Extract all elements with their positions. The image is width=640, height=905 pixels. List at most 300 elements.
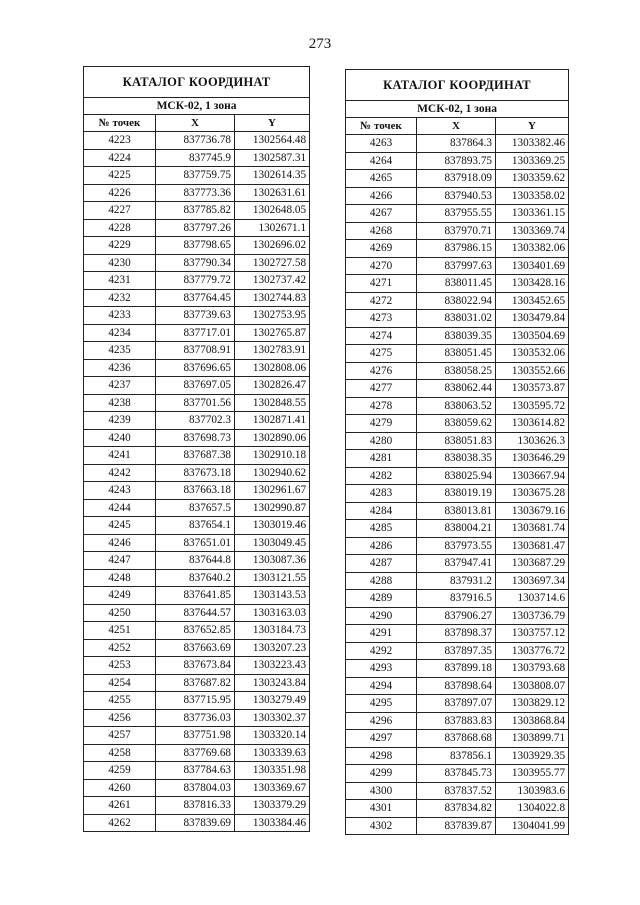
table-row bbox=[84, 587, 310, 605]
x-coordinate-cell: 837986.15 bbox=[417, 240, 496, 258]
x-coordinate-cell: 838011.45 bbox=[417, 275, 496, 293]
point-number-cell: 4275 bbox=[346, 345, 417, 363]
point-number-cell: 4273 bbox=[346, 310, 417, 328]
table-row bbox=[346, 415, 569, 433]
x-coordinate-cell: 837701.56 bbox=[156, 394, 235, 412]
table-row bbox=[84, 552, 310, 570]
catalog-body-left bbox=[84, 132, 310, 832]
x-coordinate-cell: 837769.68 bbox=[156, 744, 235, 762]
point-number-cell: 4249 bbox=[84, 587, 156, 605]
y-coordinate-cell: 1303087.36 bbox=[235, 552, 310, 570]
y-coordinate-cell: 1303808.07 bbox=[496, 677, 569, 695]
x-coordinate-cell: 838051.83 bbox=[417, 432, 496, 450]
point-number-cell: 4296 bbox=[346, 712, 417, 730]
x-coordinate-cell: 838063.52 bbox=[417, 397, 496, 415]
point-number-cell: 4253 bbox=[84, 657, 156, 675]
y-coordinate-cell: 1303382.06 bbox=[496, 240, 569, 258]
y-coordinate-cell: 1304041.99 bbox=[496, 817, 569, 835]
y-coordinate-cell: 1302871.41 bbox=[235, 412, 310, 430]
point-number-cell: 4224 bbox=[84, 149, 156, 167]
table-row bbox=[346, 362, 569, 380]
point-number-cell: 4241 bbox=[84, 447, 156, 465]
y-coordinate-cell: 1302696.02 bbox=[235, 237, 310, 255]
table-row bbox=[84, 289, 310, 307]
table-row bbox=[346, 380, 569, 398]
y-coordinate-cell: 1303757.12 bbox=[496, 625, 569, 643]
point-number-cell: 4300 bbox=[346, 782, 417, 800]
table-row bbox=[346, 817, 569, 835]
y-coordinate-cell: 1303369.74 bbox=[496, 222, 569, 240]
x-coordinate-cell: 837997.63 bbox=[417, 257, 496, 275]
table-row bbox=[84, 674, 310, 692]
y-coordinate-cell: 1303428.16 bbox=[496, 275, 569, 293]
x-coordinate-cell: 837759.75 bbox=[156, 167, 235, 185]
table-row bbox=[346, 502, 569, 520]
y-coordinate-cell: 1303899.71 bbox=[496, 730, 569, 748]
y-coordinate-cell: 1302671.1 bbox=[235, 219, 310, 237]
x-coordinate-cell: 837663.18 bbox=[156, 482, 235, 500]
x-coordinate-cell: 837798.65 bbox=[156, 237, 235, 255]
y-coordinate-cell: 1303675.28 bbox=[496, 485, 569, 503]
y-coordinate-cell: 1303646.29 bbox=[496, 450, 569, 468]
point-number-cell: 4281 bbox=[346, 450, 417, 468]
point-number-cell: 4257 bbox=[84, 727, 156, 745]
point-number-cell: 4282 bbox=[346, 467, 417, 485]
y-coordinate-cell: 1302910.18 bbox=[235, 447, 310, 465]
point-number-cell: 4227 bbox=[84, 202, 156, 220]
table-row bbox=[346, 730, 569, 748]
y-coordinate-cell: 1303776.72 bbox=[496, 642, 569, 660]
table-row bbox=[84, 412, 310, 430]
table-row bbox=[84, 272, 310, 290]
point-number-cell: 4294 bbox=[346, 677, 417, 695]
table-row bbox=[84, 219, 310, 237]
y-coordinate-cell: 1303929.35 bbox=[496, 747, 569, 765]
y-coordinate-cell: 1303121.55 bbox=[235, 569, 310, 587]
table-row bbox=[346, 625, 569, 643]
y-coordinate-cell: 1303697.34 bbox=[496, 572, 569, 590]
y-coordinate-cell: 1303679.16 bbox=[496, 502, 569, 520]
catalog-zone: МСК-02, 1 зона bbox=[346, 101, 569, 118]
x-coordinate-cell: 837715.95 bbox=[156, 692, 235, 710]
table-row bbox=[346, 677, 569, 695]
table-row bbox=[84, 517, 310, 535]
point-number-cell: 4279 bbox=[346, 415, 417, 433]
point-number-cell: 4226 bbox=[84, 184, 156, 202]
point-number-cell: 4298 bbox=[346, 747, 417, 765]
table-row bbox=[84, 202, 310, 220]
y-coordinate-cell: 1303573.87 bbox=[496, 380, 569, 398]
x-coordinate-cell: 837736.78 bbox=[156, 132, 235, 150]
x-coordinate-cell: 838059.62 bbox=[417, 415, 496, 433]
table-row bbox=[346, 152, 569, 170]
point-number-cell: 4234 bbox=[84, 324, 156, 342]
x-coordinate-cell: 837739.63 bbox=[156, 307, 235, 325]
point-number-cell: 4276 bbox=[346, 362, 417, 380]
y-coordinate-cell: 1302783.91 bbox=[235, 342, 310, 360]
table-row bbox=[346, 187, 569, 205]
table-row bbox=[84, 307, 310, 325]
y-coordinate-cell: 1303243.84 bbox=[235, 674, 310, 692]
table-row bbox=[346, 257, 569, 275]
y-coordinate-cell: 1303163.03 bbox=[235, 604, 310, 622]
x-coordinate-cell: 837839.87 bbox=[417, 817, 496, 835]
x-coordinate-cell: 837973.55 bbox=[417, 537, 496, 555]
x-coordinate-cell: 837918.09 bbox=[417, 170, 496, 188]
y-coordinate-cell: 1303351.98 bbox=[235, 762, 310, 780]
table-row bbox=[346, 520, 569, 538]
x-coordinate-cell: 837804.03 bbox=[156, 779, 235, 797]
y-coordinate-cell: 1303955.77 bbox=[496, 765, 569, 783]
y-coordinate-cell: 1303504.69 bbox=[496, 327, 569, 345]
point-number-cell: 4292 bbox=[346, 642, 417, 660]
x-coordinate-cell: 837708.91 bbox=[156, 342, 235, 360]
table-row bbox=[346, 555, 569, 573]
x-coordinate-cell: 837883.83 bbox=[417, 712, 496, 730]
x-coordinate-cell: 837864.3 bbox=[417, 135, 496, 153]
y-coordinate-cell: 1302765.87 bbox=[235, 324, 310, 342]
y-coordinate-cell: 1303302.37 bbox=[235, 709, 310, 727]
table-row bbox=[346, 660, 569, 678]
catalog-title: КАТАЛОГ КООРДИНАТ bbox=[84, 67, 310, 98]
y-coordinate-cell: 1303369.25 bbox=[496, 152, 569, 170]
y-coordinate-cell: 1303868.84 bbox=[496, 712, 569, 730]
x-coordinate-cell: 837868.68 bbox=[417, 730, 496, 748]
table-row bbox=[346, 590, 569, 608]
y-coordinate-cell: 1303479.84 bbox=[496, 310, 569, 328]
y-coordinate-cell: 1302808.06 bbox=[235, 359, 310, 377]
y-coordinate-cell: 1302848.55 bbox=[235, 394, 310, 412]
point-number-cell: 4229 bbox=[84, 237, 156, 255]
coordinate-catalog-right bbox=[345, 69, 569, 835]
column-header-y: Y bbox=[235, 115, 310, 132]
column-header-point: № точек bbox=[84, 115, 156, 132]
table-row bbox=[84, 744, 310, 762]
y-coordinate-cell: 1303384.46 bbox=[235, 814, 310, 832]
table-row bbox=[84, 762, 310, 780]
table-row bbox=[84, 149, 310, 167]
x-coordinate-cell: 837657.5 bbox=[156, 499, 235, 517]
point-number-cell: 4289 bbox=[346, 590, 417, 608]
table-row bbox=[84, 534, 310, 552]
y-coordinate-cell: 1304022.8 bbox=[496, 800, 569, 818]
y-coordinate-cell: 1302587.31 bbox=[235, 149, 310, 167]
point-number-cell: 4228 bbox=[84, 219, 156, 237]
point-number-cell: 4295 bbox=[346, 695, 417, 713]
point-number-cell: 4260 bbox=[84, 779, 156, 797]
point-number-cell: 4252 bbox=[84, 639, 156, 657]
point-number-cell: 4293 bbox=[346, 660, 417, 678]
point-number-cell: 4270 bbox=[346, 257, 417, 275]
point-number-cell: 4223 bbox=[84, 132, 156, 150]
table-row bbox=[346, 275, 569, 293]
point-number-cell: 4251 bbox=[84, 622, 156, 640]
point-number-cell: 4301 bbox=[346, 800, 417, 818]
table-row bbox=[84, 132, 310, 150]
x-coordinate-cell: 838051.45 bbox=[417, 345, 496, 363]
y-coordinate-cell: 1303552.66 bbox=[496, 362, 569, 380]
x-coordinate-cell: 837736.03 bbox=[156, 709, 235, 727]
table-row bbox=[84, 657, 310, 675]
x-coordinate-cell: 837764.45 bbox=[156, 289, 235, 307]
point-number-cell: 4262 bbox=[84, 814, 156, 832]
y-coordinate-cell: 1303626.3 bbox=[496, 432, 569, 450]
y-coordinate-cell: 1303382.46 bbox=[496, 135, 569, 153]
point-number-cell: 4283 bbox=[346, 485, 417, 503]
x-coordinate-cell: 837641.85 bbox=[156, 587, 235, 605]
point-number-cell: 4286 bbox=[346, 537, 417, 555]
x-coordinate-cell: 837897.35 bbox=[417, 642, 496, 660]
x-coordinate-cell: 837784.63 bbox=[156, 762, 235, 780]
x-coordinate-cell: 837654.1 bbox=[156, 517, 235, 535]
point-number-cell: 4280 bbox=[346, 432, 417, 450]
point-number-cell: 4239 bbox=[84, 412, 156, 430]
y-coordinate-cell: 1303532.06 bbox=[496, 345, 569, 363]
x-coordinate-cell: 837797.26 bbox=[156, 219, 235, 237]
table-row bbox=[84, 324, 310, 342]
y-coordinate-cell: 1302564.48 bbox=[235, 132, 310, 150]
point-number-cell: 4263 bbox=[346, 135, 417, 153]
point-number-cell: 4235 bbox=[84, 342, 156, 360]
y-coordinate-cell: 1302940.62 bbox=[235, 464, 310, 482]
table-row bbox=[84, 779, 310, 797]
table-row bbox=[346, 747, 569, 765]
catalog-title: КАТАЛОГ КООРДИНАТ bbox=[346, 70, 569, 101]
x-coordinate-cell: 837663.69 bbox=[156, 639, 235, 657]
x-coordinate-cell: 837779.72 bbox=[156, 272, 235, 290]
table-row bbox=[84, 692, 310, 710]
table-row bbox=[84, 184, 310, 202]
x-coordinate-cell: 837751.98 bbox=[156, 727, 235, 745]
x-coordinate-cell: 837839.69 bbox=[156, 814, 235, 832]
table-row bbox=[84, 727, 310, 745]
table-row bbox=[346, 485, 569, 503]
x-coordinate-cell: 837651.01 bbox=[156, 534, 235, 552]
y-coordinate-cell: 1302614.35 bbox=[235, 167, 310, 185]
x-coordinate-cell: 837906.27 bbox=[417, 607, 496, 625]
point-number-cell: 4297 bbox=[346, 730, 417, 748]
table-row bbox=[346, 537, 569, 555]
table-row bbox=[346, 432, 569, 450]
point-number-cell: 4266 bbox=[346, 187, 417, 205]
x-coordinate-cell: 837687.38 bbox=[156, 447, 235, 465]
table-row bbox=[346, 467, 569, 485]
table-row bbox=[84, 429, 310, 447]
table-row bbox=[84, 464, 310, 482]
x-coordinate-cell: 837697.05 bbox=[156, 377, 235, 395]
table-row bbox=[346, 642, 569, 660]
point-number-cell: 4265 bbox=[346, 170, 417, 188]
point-number-cell: 4245 bbox=[84, 517, 156, 535]
page-number: 273 bbox=[308, 36, 332, 52]
point-number-cell: 4267 bbox=[346, 205, 417, 223]
table-row bbox=[84, 167, 310, 185]
x-coordinate-cell: 837845.73 bbox=[417, 765, 496, 783]
x-coordinate-cell: 837640.2 bbox=[156, 569, 235, 587]
x-coordinate-cell: 837652.85 bbox=[156, 622, 235, 640]
point-number-cell: 4271 bbox=[346, 275, 417, 293]
y-coordinate-cell: 1303223.43 bbox=[235, 657, 310, 675]
table-row bbox=[84, 447, 310, 465]
x-coordinate-cell: 838025.94 bbox=[417, 467, 496, 485]
table-row bbox=[84, 359, 310, 377]
y-coordinate-cell: 1303681.47 bbox=[496, 537, 569, 555]
table-row bbox=[84, 622, 310, 640]
point-number-cell: 4285 bbox=[346, 520, 417, 538]
table-row bbox=[346, 310, 569, 328]
point-number-cell: 4248 bbox=[84, 569, 156, 587]
y-coordinate-cell: 1303339.63 bbox=[235, 744, 310, 762]
table-row bbox=[346, 397, 569, 415]
table-row bbox=[346, 765, 569, 783]
y-coordinate-cell: 1303320.14 bbox=[235, 727, 310, 745]
x-coordinate-cell: 837673.18 bbox=[156, 464, 235, 482]
table-row bbox=[346, 800, 569, 818]
y-coordinate-cell: 1303207.23 bbox=[235, 639, 310, 657]
point-number-cell: 4238 bbox=[84, 394, 156, 412]
table-row bbox=[84, 342, 310, 360]
point-number-cell: 4259 bbox=[84, 762, 156, 780]
point-number-cell: 4264 bbox=[346, 152, 417, 170]
x-coordinate-cell: 838039.35 bbox=[417, 327, 496, 345]
coordinate-catalog-left bbox=[83, 66, 310, 832]
y-coordinate-cell: 1303184.73 bbox=[235, 622, 310, 640]
x-coordinate-cell: 837687.82 bbox=[156, 674, 235, 692]
point-number-cell: 4233 bbox=[84, 307, 156, 325]
x-coordinate-cell: 837893.75 bbox=[417, 152, 496, 170]
table-row bbox=[346, 327, 569, 345]
x-coordinate-cell: 837702.3 bbox=[156, 412, 235, 430]
y-coordinate-cell: 1302890.06 bbox=[235, 429, 310, 447]
point-number-cell: 4288 bbox=[346, 572, 417, 590]
x-coordinate-cell: 837644.57 bbox=[156, 604, 235, 622]
point-number-cell: 4277 bbox=[346, 380, 417, 398]
y-coordinate-cell: 1303358.02 bbox=[496, 187, 569, 205]
table-row bbox=[84, 237, 310, 255]
y-coordinate-cell: 1303359.62 bbox=[496, 170, 569, 188]
x-coordinate-cell: 838022.94 bbox=[417, 292, 496, 310]
table-row bbox=[346, 782, 569, 800]
x-coordinate-cell: 837897.07 bbox=[417, 695, 496, 713]
y-coordinate-cell: 1302631.61 bbox=[235, 184, 310, 202]
point-number-cell: 4236 bbox=[84, 359, 156, 377]
table-row bbox=[84, 482, 310, 500]
y-coordinate-cell: 1302990.87 bbox=[235, 499, 310, 517]
x-coordinate-cell: 837698.73 bbox=[156, 429, 235, 447]
y-coordinate-cell: 1303736.79 bbox=[496, 607, 569, 625]
point-number-cell: 4261 bbox=[84, 797, 156, 815]
point-number-cell: 4278 bbox=[346, 397, 417, 415]
table-row bbox=[346, 240, 569, 258]
x-coordinate-cell: 837837.52 bbox=[417, 782, 496, 800]
y-coordinate-cell: 1303369.67 bbox=[235, 779, 310, 797]
point-number-cell: 4287 bbox=[346, 555, 417, 573]
x-coordinate-cell: 837898.37 bbox=[417, 625, 496, 643]
y-coordinate-cell: 1302753.95 bbox=[235, 307, 310, 325]
y-coordinate-cell: 1303452.65 bbox=[496, 292, 569, 310]
point-number-cell: 4284 bbox=[346, 502, 417, 520]
x-coordinate-cell: 837773.36 bbox=[156, 184, 235, 202]
point-number-cell: 4258 bbox=[84, 744, 156, 762]
x-coordinate-cell: 837834.82 bbox=[417, 800, 496, 818]
y-coordinate-cell: 1303361.15 bbox=[496, 205, 569, 223]
point-number-cell: 4237 bbox=[84, 377, 156, 395]
y-coordinate-cell: 1303143.53 bbox=[235, 587, 310, 605]
y-coordinate-cell: 1303279.49 bbox=[235, 692, 310, 710]
point-number-cell: 4268 bbox=[346, 222, 417, 240]
column-header-y: Y bbox=[496, 118, 569, 135]
table-row bbox=[346, 450, 569, 468]
table-row bbox=[84, 639, 310, 657]
table-row bbox=[346, 572, 569, 590]
x-coordinate-cell: 838058.25 bbox=[417, 362, 496, 380]
y-coordinate-cell: 1303049.45 bbox=[235, 534, 310, 552]
table-row bbox=[84, 377, 310, 395]
y-coordinate-cell: 1303667.94 bbox=[496, 467, 569, 485]
table-row bbox=[346, 205, 569, 223]
x-coordinate-cell: 837644.8 bbox=[156, 552, 235, 570]
point-number-cell: 4256 bbox=[84, 709, 156, 727]
x-coordinate-cell: 837856.1 bbox=[417, 747, 496, 765]
table-row bbox=[346, 695, 569, 713]
table-row bbox=[346, 345, 569, 363]
point-number-cell: 4269 bbox=[346, 240, 417, 258]
y-coordinate-cell: 1302648.05 bbox=[235, 202, 310, 220]
x-coordinate-cell: 837673.84 bbox=[156, 657, 235, 675]
point-number-cell: 4246 bbox=[84, 534, 156, 552]
table-row bbox=[84, 709, 310, 727]
column-header-x: X bbox=[417, 118, 496, 135]
column-header-x: X bbox=[156, 115, 235, 132]
table-row bbox=[346, 170, 569, 188]
x-coordinate-cell: 837785.82 bbox=[156, 202, 235, 220]
x-coordinate-cell: 838062.44 bbox=[417, 380, 496, 398]
table-row bbox=[346, 292, 569, 310]
y-coordinate-cell: 1303019.46 bbox=[235, 517, 310, 535]
table-row bbox=[346, 712, 569, 730]
x-coordinate-cell: 837955.55 bbox=[417, 205, 496, 223]
x-coordinate-cell: 837970.71 bbox=[417, 222, 496, 240]
x-coordinate-cell: 837745.9 bbox=[156, 149, 235, 167]
x-coordinate-cell: 837940.53 bbox=[417, 187, 496, 205]
point-number-cell: 4225 bbox=[84, 167, 156, 185]
point-number-cell: 4242 bbox=[84, 464, 156, 482]
table-row bbox=[84, 254, 310, 272]
y-coordinate-cell: 1302961.67 bbox=[235, 482, 310, 500]
y-coordinate-cell: 1303687.29 bbox=[496, 555, 569, 573]
point-number-cell: 4254 bbox=[84, 674, 156, 692]
x-coordinate-cell: 837931.2 bbox=[417, 572, 496, 590]
point-number-cell: 4255 bbox=[84, 692, 156, 710]
table-row bbox=[84, 394, 310, 412]
x-coordinate-cell: 837790.34 bbox=[156, 254, 235, 272]
x-coordinate-cell: 837899.18 bbox=[417, 660, 496, 678]
table-row bbox=[84, 499, 310, 517]
y-coordinate-cell: 1302727.58 bbox=[235, 254, 310, 272]
table-row bbox=[84, 604, 310, 622]
y-coordinate-cell: 1303681.74 bbox=[496, 520, 569, 538]
y-coordinate-cell: 1302737.42 bbox=[235, 272, 310, 290]
y-coordinate-cell: 1303595.72 bbox=[496, 397, 569, 415]
x-coordinate-cell: 837898.64 bbox=[417, 677, 496, 695]
point-number-cell: 4290 bbox=[346, 607, 417, 625]
point-number-cell: 4230 bbox=[84, 254, 156, 272]
table-row bbox=[346, 135, 569, 153]
table-row bbox=[84, 797, 310, 815]
y-coordinate-cell: 1302744.83 bbox=[235, 289, 310, 307]
y-coordinate-cell: 1303714.6 bbox=[496, 590, 569, 608]
point-number-cell: 4247 bbox=[84, 552, 156, 570]
